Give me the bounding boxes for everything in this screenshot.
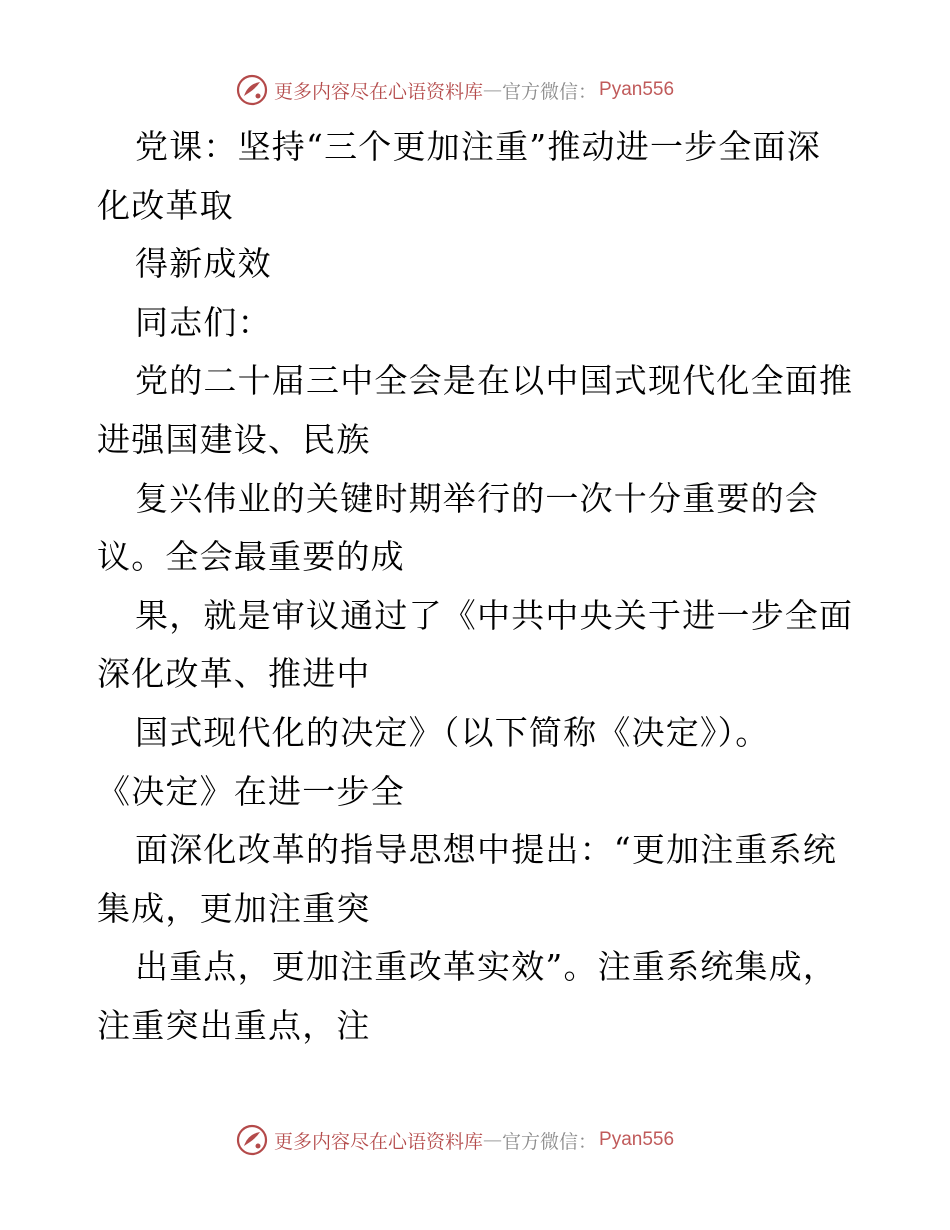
paragraph-line: 果，就是审议通过了《中共中央关于进一步全面: [135, 595, 854, 635]
paragraph-line: 国式现代化的决定》（以下简称《决定》）。: [135, 712, 770, 752]
watermark-channel: 官方微信：: [502, 1130, 598, 1153]
pen-logo-icon: [236, 74, 268, 106]
paragraph-line: 注重突出重点，注: [97, 1005, 371, 1045]
watermark-brand: 更多内容尽在心语资料库: [274, 80, 484, 103]
paragraph-line: 进强国建设、民族: [97, 419, 371, 459]
paragraph-line: 出重点，更加注重改革实效”。注重系统集成，: [135, 947, 838, 987]
watermark-id: Pyan556: [599, 1129, 675, 1150]
paragraph-line: 面深化改革的指导思想中提出：“更加注重系统: [135, 830, 838, 870]
watermark-dash: —: [483, 79, 503, 101]
document-body: [97, 118, 857, 1056]
paragraph-line: 集成，更加注重突: [97, 888, 371, 928]
paragraph-line: 深化改革、推进中: [97, 654, 371, 694]
watermark-id: Pyan556: [599, 79, 675, 100]
watermark-channel: 官方微信：: [502, 80, 598, 103]
watermark-brand: 更多内容尽在心语资料库: [274, 1130, 484, 1153]
salutation: 同志们：: [135, 302, 272, 342]
header-watermark: [236, 72, 674, 108]
paragraph-line: 复兴伟业的关键时期举行的一次十分重要的会: [135, 478, 819, 518]
paragraph-line: 《决定》在进一步全: [97, 771, 405, 811]
pen-logo-icon: [236, 1124, 268, 1156]
title-line-1: 党课：坚持“三个更加注重”推动进一步全面深: [135, 127, 821, 166]
paragraph-line: 议。全会最重要的成: [97, 537, 405, 577]
paragraph-line: 党的二十届三中全会是在以中国式现代化全面推: [135, 361, 854, 401]
title-line-2: 化改革取: [97, 185, 234, 225]
footer-watermark: [236, 1122, 674, 1158]
watermark-dash: —: [483, 1129, 503, 1151]
title-line-3: 得新成效: [135, 244, 272, 284]
